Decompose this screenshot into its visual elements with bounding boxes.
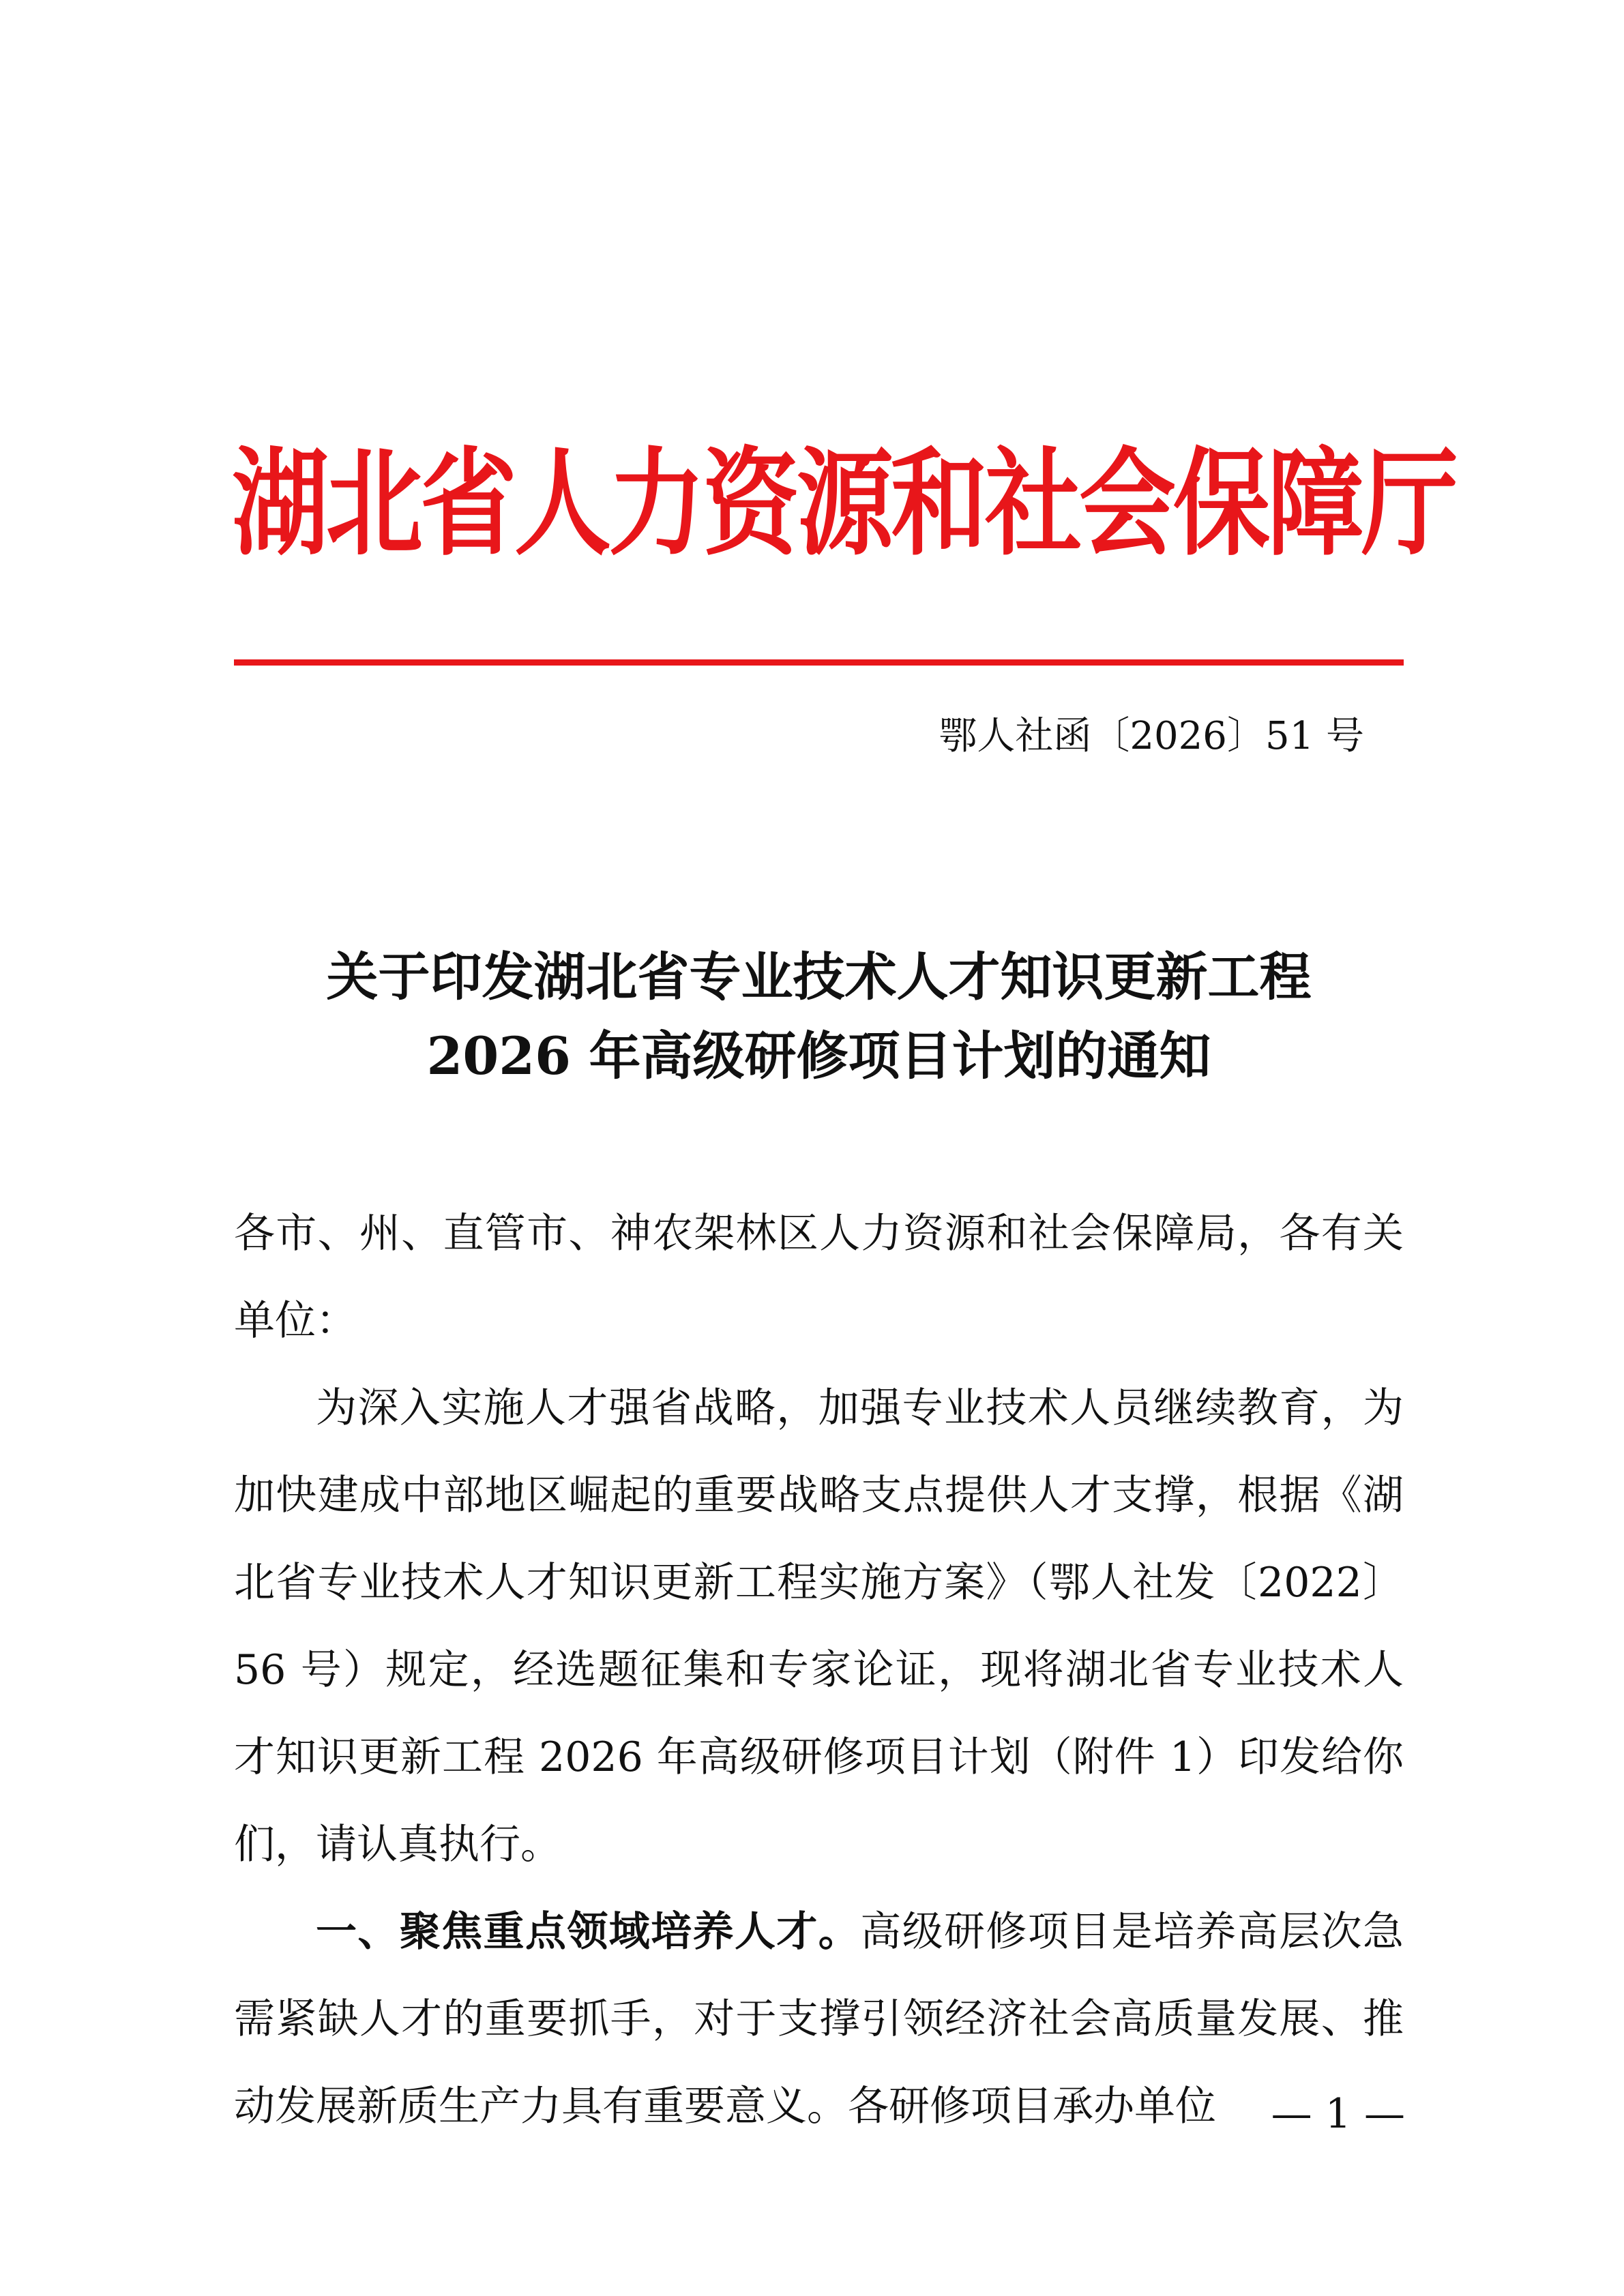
document-title (234, 938, 1404, 1096)
header-red-rule (234, 659, 1404, 666)
page-number: — 1 — (1271, 2090, 1405, 2138)
section-1-heading: 一、聚焦重点领域培养人才。 (316, 1908, 861, 1956)
body-paragraph-1: 为深入实施人才强省战略，加强专业技术人员继续教育，为加快建成中部地区崛起的重要战略支点提供人才支撑，根据《湖北省专业技术人才知识更新工程实施方案》（鄂人社发〔2022〕56 号）规定，经选题征集和专家论证，现将湖北省专业技术人才知识更新工程 2026 年高级研修项目计划（附件 1）印发给你们，请认真执行。 (234, 1384, 1404, 1868)
title-line-2: 2026 年高级研修项目计划的通知 (426, 1026, 1211, 1086)
document-body (234, 1190, 1404, 2150)
title-line-1: 关于印发湖北省专业技术人才知识更新工程 (326, 946, 1312, 1007)
salutation: 各市、州、直管市、神农架林区人力资源和社会保障局，各有关单位： (234, 1210, 1404, 1345)
document-number: 鄂人社函〔2026〕51 号 (939, 714, 1364, 758)
agency-header-title: 湖北省人力资源和社会保障厅 (232, 436, 1456, 572)
section-1-text: 高级研修项目是培养高层次急需紧缺人才的重要抓手，对于支撑引领经济社会高质量发展、推动发展新质生产力具有重要意义。各研修项目承办单位 (234, 1908, 1404, 2130)
